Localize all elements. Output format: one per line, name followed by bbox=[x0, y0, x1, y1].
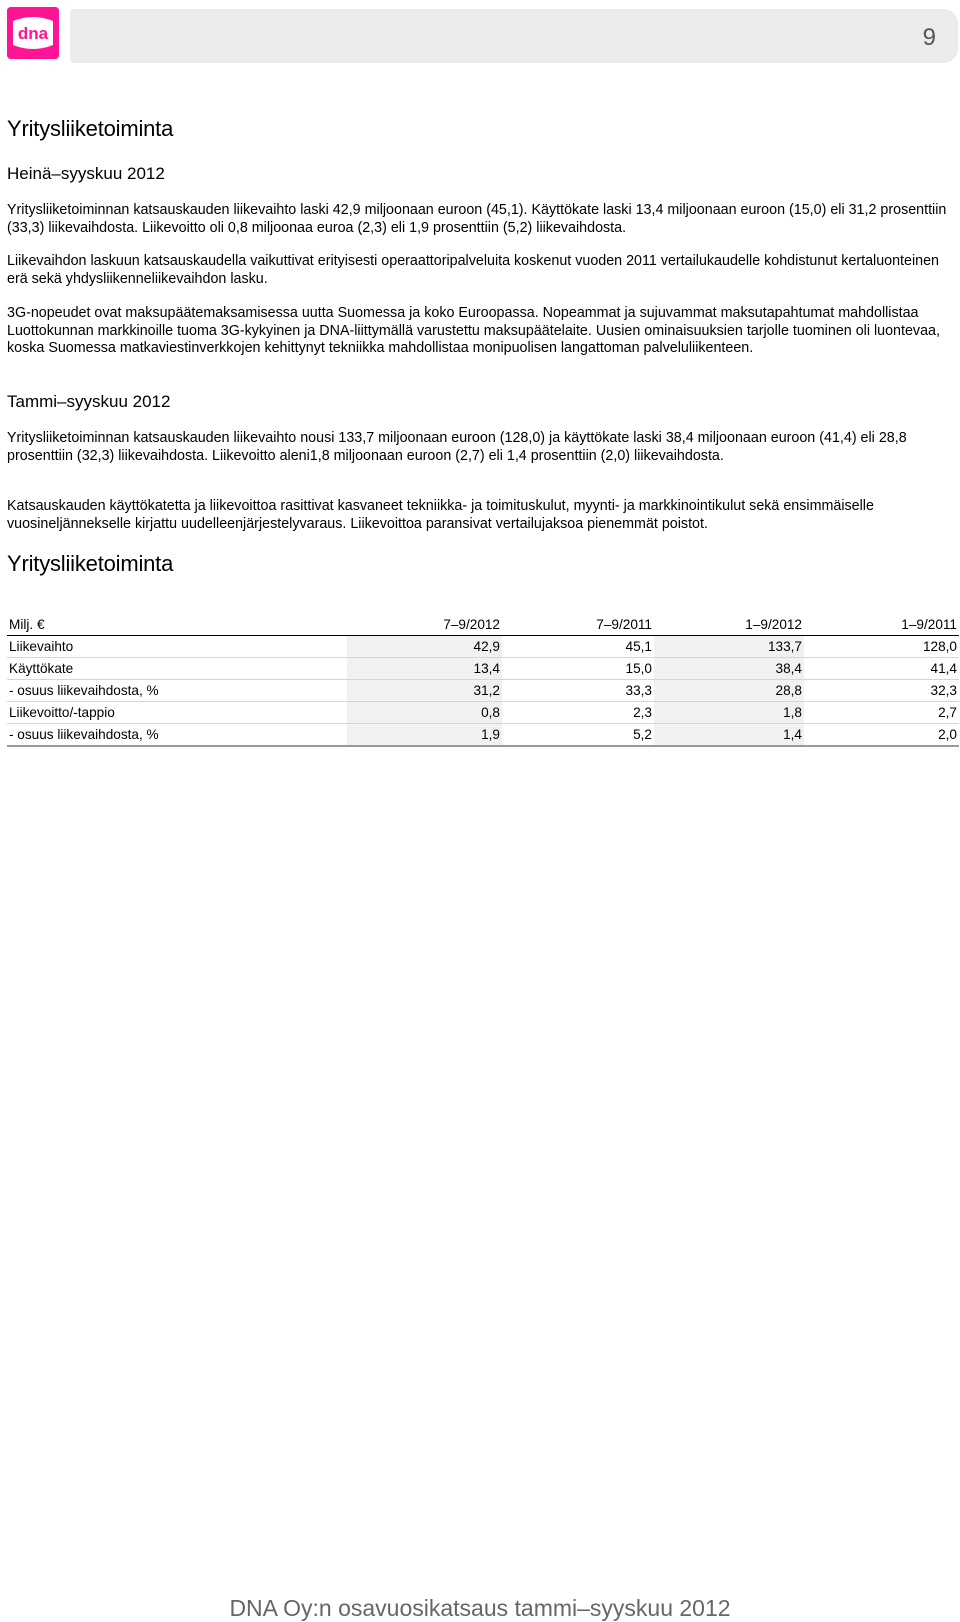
q3-paragraph-1: Yritysliiketoiminnan katsauskauden liikevaihto laski 42,9 miljoonaan euroon (45,1). Käyttökate laski 13,4 miljoonaan euroon (15,0) eli 31,2 prosenttiin (33,3) liikevaihdosta. Liikevoitto oli 0,8 miljoonaa euroa (2,3) eli 1,9 prosenttiin (5,2) liikevaihdosta. bbox=[7, 202, 947, 236]
table-cell: 41,4 bbox=[804, 658, 959, 680]
ytd-paragraph-1: Yritysliiketoiminnan katsauskauden liikevaihto nousi 133,7 miljoonaan euroon (128,0) ja käyttökate laski 38,4 miljoonaan euroon (41,4) eli 28,8 prosenttiin (32,3) liikevaihdosta. Liikevoitto aleni1,8 miljoonaan euroon (2,7) eli 1,4 prosenttiin (2,0) liikevaihdosta. bbox=[7, 430, 907, 464]
row-label: Liikevoitto/-tappio bbox=[7, 702, 347, 724]
page-footer: DNA Oy:n osavuosikatsaus tammi–syyskuu 2012 bbox=[229, 1595, 731, 1621]
ytd-paragraph-2: Katsauskauden käyttökatetta ja liikevoittoa rasittivat kasvaneet tekniikka- ja toimituskulut, myynti- ja markkinointikulut sekä ensimmäiselle vuosineljännekselle kirjattu uudelleenjärjestelyvaraus. Liikevoittoa paransivat vertailujaksoa pienemmät poistot. bbox=[7, 498, 874, 532]
svg-text:dna: dna bbox=[17, 24, 49, 43]
table-row bbox=[7, 724, 959, 747]
table-cell: 1,9 bbox=[347, 724, 502, 747]
dna-logo bbox=[7, 7, 59, 59]
q3-paragraph-2: Liikevaihdon laskuun katsauskaudella vaikuttivat erityisesti operaattoripalveluita koskenut vuoden 2011 vertailukaudelle kohdistunut kertaluonteinen erä sekä yhdysliikenneliikevaihdon lasku. bbox=[7, 253, 939, 287]
table-cell: 2,3 bbox=[502, 702, 654, 724]
table-cell: 28,8 bbox=[654, 680, 804, 702]
table-header-row bbox=[7, 614, 959, 636]
table-cell: 38,4 bbox=[654, 658, 804, 680]
table-cell: 1,8 bbox=[654, 702, 804, 724]
column-header: 7–9/2011 bbox=[502, 614, 654, 636]
table-cell: 128,0 bbox=[804, 636, 959, 658]
table-cell: 13,4 bbox=[347, 658, 502, 680]
row-label: Liikevaihto bbox=[7, 636, 347, 658]
ytd-subheading: Tammi–syyskuu 2012 bbox=[7, 392, 171, 411]
column-header: 7–9/2012 bbox=[347, 614, 502, 636]
table-cell: 133,7 bbox=[654, 636, 804, 658]
table-row bbox=[7, 702, 959, 724]
financials-table bbox=[7, 614, 959, 747]
table-cell: 5,2 bbox=[502, 724, 654, 747]
table-cell: 0,8 bbox=[347, 702, 502, 724]
row-label: - osuus liikevaihdosta, % bbox=[7, 680, 347, 702]
table-heading: Yritysliiketoiminta bbox=[7, 551, 174, 576]
row-label: - osuus liikevaihdosta, % bbox=[7, 724, 347, 747]
dna-logo-mark bbox=[7, 7, 59, 59]
page-number: 9 bbox=[922, 24, 936, 51]
table-row bbox=[7, 636, 959, 658]
table-cell: 2,0 bbox=[804, 724, 959, 747]
table-cell: 15,0 bbox=[502, 658, 654, 680]
table-cell: 42,9 bbox=[347, 636, 502, 658]
section-heading: Yritysliiketoiminta bbox=[7, 116, 174, 141]
table-cell: 1,4 bbox=[654, 724, 804, 747]
column-header: 1–9/2011 bbox=[804, 614, 959, 636]
table-cell: 2,7 bbox=[804, 702, 959, 724]
column-header: 1–9/2012 bbox=[654, 614, 804, 636]
column-header: Milj. € bbox=[7, 614, 347, 636]
q3-subheading: Heinä–syyskuu 2012 bbox=[7, 164, 165, 183]
q3-paragraph-3: 3G-nopeudet ovat maksupäätemaksamisessa uutta Suomessa ja koko Euroopassa. Nopeammat ja sujuvammat maksutapahtumat mahdollistaa Luottokunnan markkinoille tuoma 3G-kykyinen ja DNA-liittymällä varustettu maksupäätelaite. Uusien ominaisuuksien tarjolle tuominen oli luontevaa, koska Suomessa matkaviestinverkkojen kehittynyt tekniikka mahdollistaa monipuolisen langattoman palveluliikenteen. bbox=[7, 305, 940, 356]
row-label: Käyttökate bbox=[7, 658, 347, 680]
header-bar bbox=[70, 9, 958, 63]
table-row bbox=[7, 658, 959, 680]
table-cell: 31,2 bbox=[347, 680, 502, 702]
table-row bbox=[7, 680, 959, 702]
table-cell: 33,3 bbox=[502, 680, 654, 702]
table-cell: 32,3 bbox=[804, 680, 959, 702]
table-cell: 45,1 bbox=[502, 636, 654, 658]
